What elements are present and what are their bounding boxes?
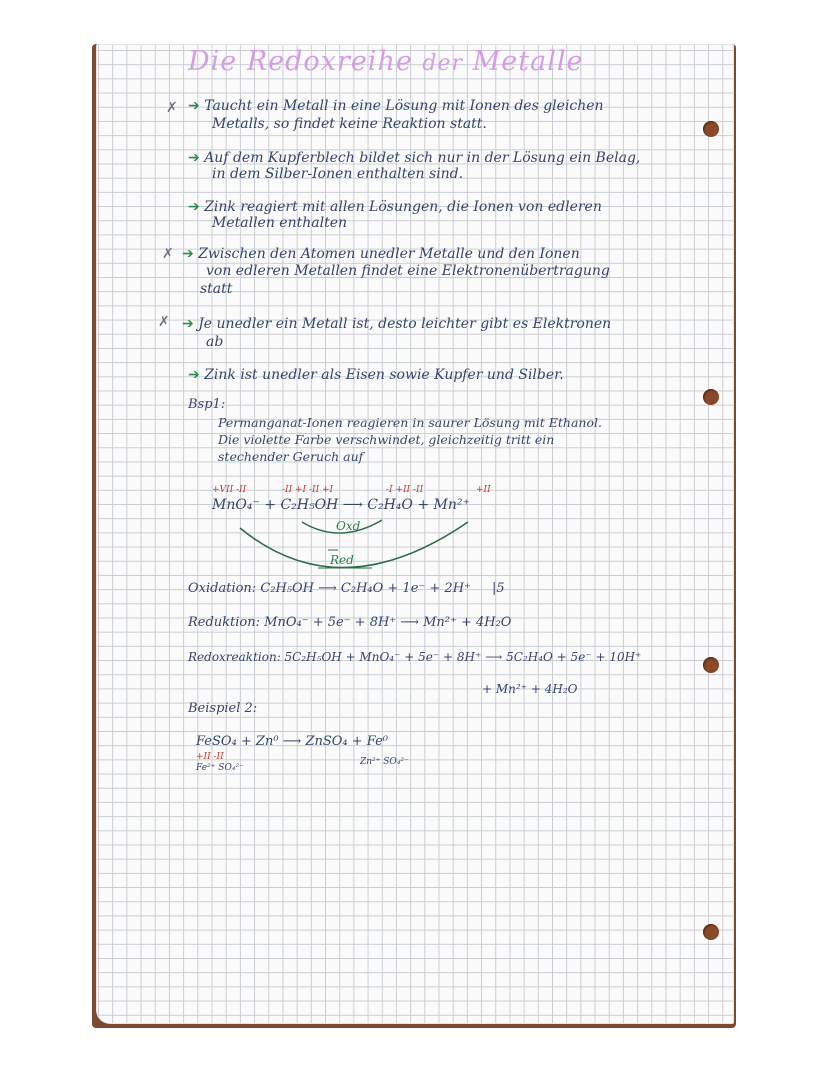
note-1-line2: Metalls, so findet keine Reaktion statt. bbox=[212, 116, 487, 132]
page-title: Die Redoxreihe der Metalle bbox=[188, 46, 584, 77]
oxnum-feso4: +II -II bbox=[196, 752, 224, 762]
oxnum-mn: +II bbox=[476, 485, 491, 495]
oxidation-equation: Oxidation: C₂H₅OH ⟶ C₂H₄O + 1e⁻ + 2H⁺ bbox=[188, 581, 471, 596]
check-mark-2: ✗ bbox=[162, 246, 174, 262]
note-4-line2: von edleren Metallen findet eine Elektronenübertragung bbox=[206, 263, 610, 279]
note-4: ➔ Zwischen den Atomen unedler Metalle und den Ionen bbox=[182, 246, 580, 262]
note-5-line2: ab bbox=[206, 334, 224, 350]
example2-heading: Beispiel 2: bbox=[188, 701, 258, 716]
equation-1: MnO₄⁻ + C₂H₅OH ⟶ C₂H₄O + Mn²⁺ bbox=[212, 497, 470, 513]
note-4-line3: statt bbox=[200, 281, 233, 297]
note-6: ➔ Zink ist unedler als Eisen sowie Kupfer und Silber. bbox=[188, 367, 564, 383]
redox-equation-line2: + Mn²⁺ + 4H₂O bbox=[482, 682, 578, 696]
red-label: Red bbox=[330, 553, 354, 567]
check-mark-1: ✗ bbox=[166, 100, 178, 116]
oxidation-factor: |5 bbox=[492, 581, 505, 596]
redox-equation-line1: Redoxreaktion: 5C₂H₅OH + MnO₄⁻ + 5e⁻ + 8H⁺ ⟶ 5C₂H₄O + 5e⁻ + 10H⁺ bbox=[188, 650, 642, 664]
example1-text-3: stechender Geruch auf bbox=[218, 449, 364, 464]
note-5: ➔ Je unedler ein Metall ist, desto leichter gibt es Elektronen bbox=[182, 316, 612, 332]
reduction-equation: Reduktion: MnO₄⁻ + 5e⁻ + 8H⁺ ⟶ Mn²⁺ + 4H₂O bbox=[188, 615, 512, 630]
note-2-line2: in dem Silber-Ionen enthalten sind. bbox=[212, 166, 464, 182]
example1-text-2: Die violette Farbe verschwindet, gleichzeitig tritt ein bbox=[218, 432, 555, 447]
example1-text-1: Permanganat-Ionen reagieren in saurer Lösung mit Ethanol. bbox=[218, 415, 602, 430]
oxd-label: Oxd bbox=[336, 519, 361, 533]
note-3: ➔ Zink reagiert mit allen Lösungen, die Ionen von edleren bbox=[188, 199, 602, 215]
note-3-line2: Metallen enthalten bbox=[212, 215, 347, 231]
example1-heading: Bsp1: bbox=[188, 397, 226, 412]
ions-znso4: Zn²⁺ SO₄²⁻ bbox=[360, 757, 409, 767]
ions-feso4: Fe²⁺ SO₄²⁻ bbox=[196, 763, 244, 773]
oxnum-ethanol: -II +I -II +I bbox=[282, 485, 334, 495]
equation-2: FeSO₄ + Zn⁰ ⟶ ZnSO₄ + Fe⁰ bbox=[196, 734, 389, 749]
note-2: ➔ Auf dem Kupferblech bildet sich nur in der Lösung ein Belag, bbox=[188, 150, 641, 166]
note-1: ➔ Taucht ein Metall in eine Lösung mit Ionen des gleichen bbox=[188, 98, 604, 114]
oxnum-ethanal: -I +II -II bbox=[386, 485, 424, 495]
oxnum-mno4: +VII -II bbox=[212, 485, 247, 495]
check-mark-3: ✗ bbox=[158, 314, 170, 330]
